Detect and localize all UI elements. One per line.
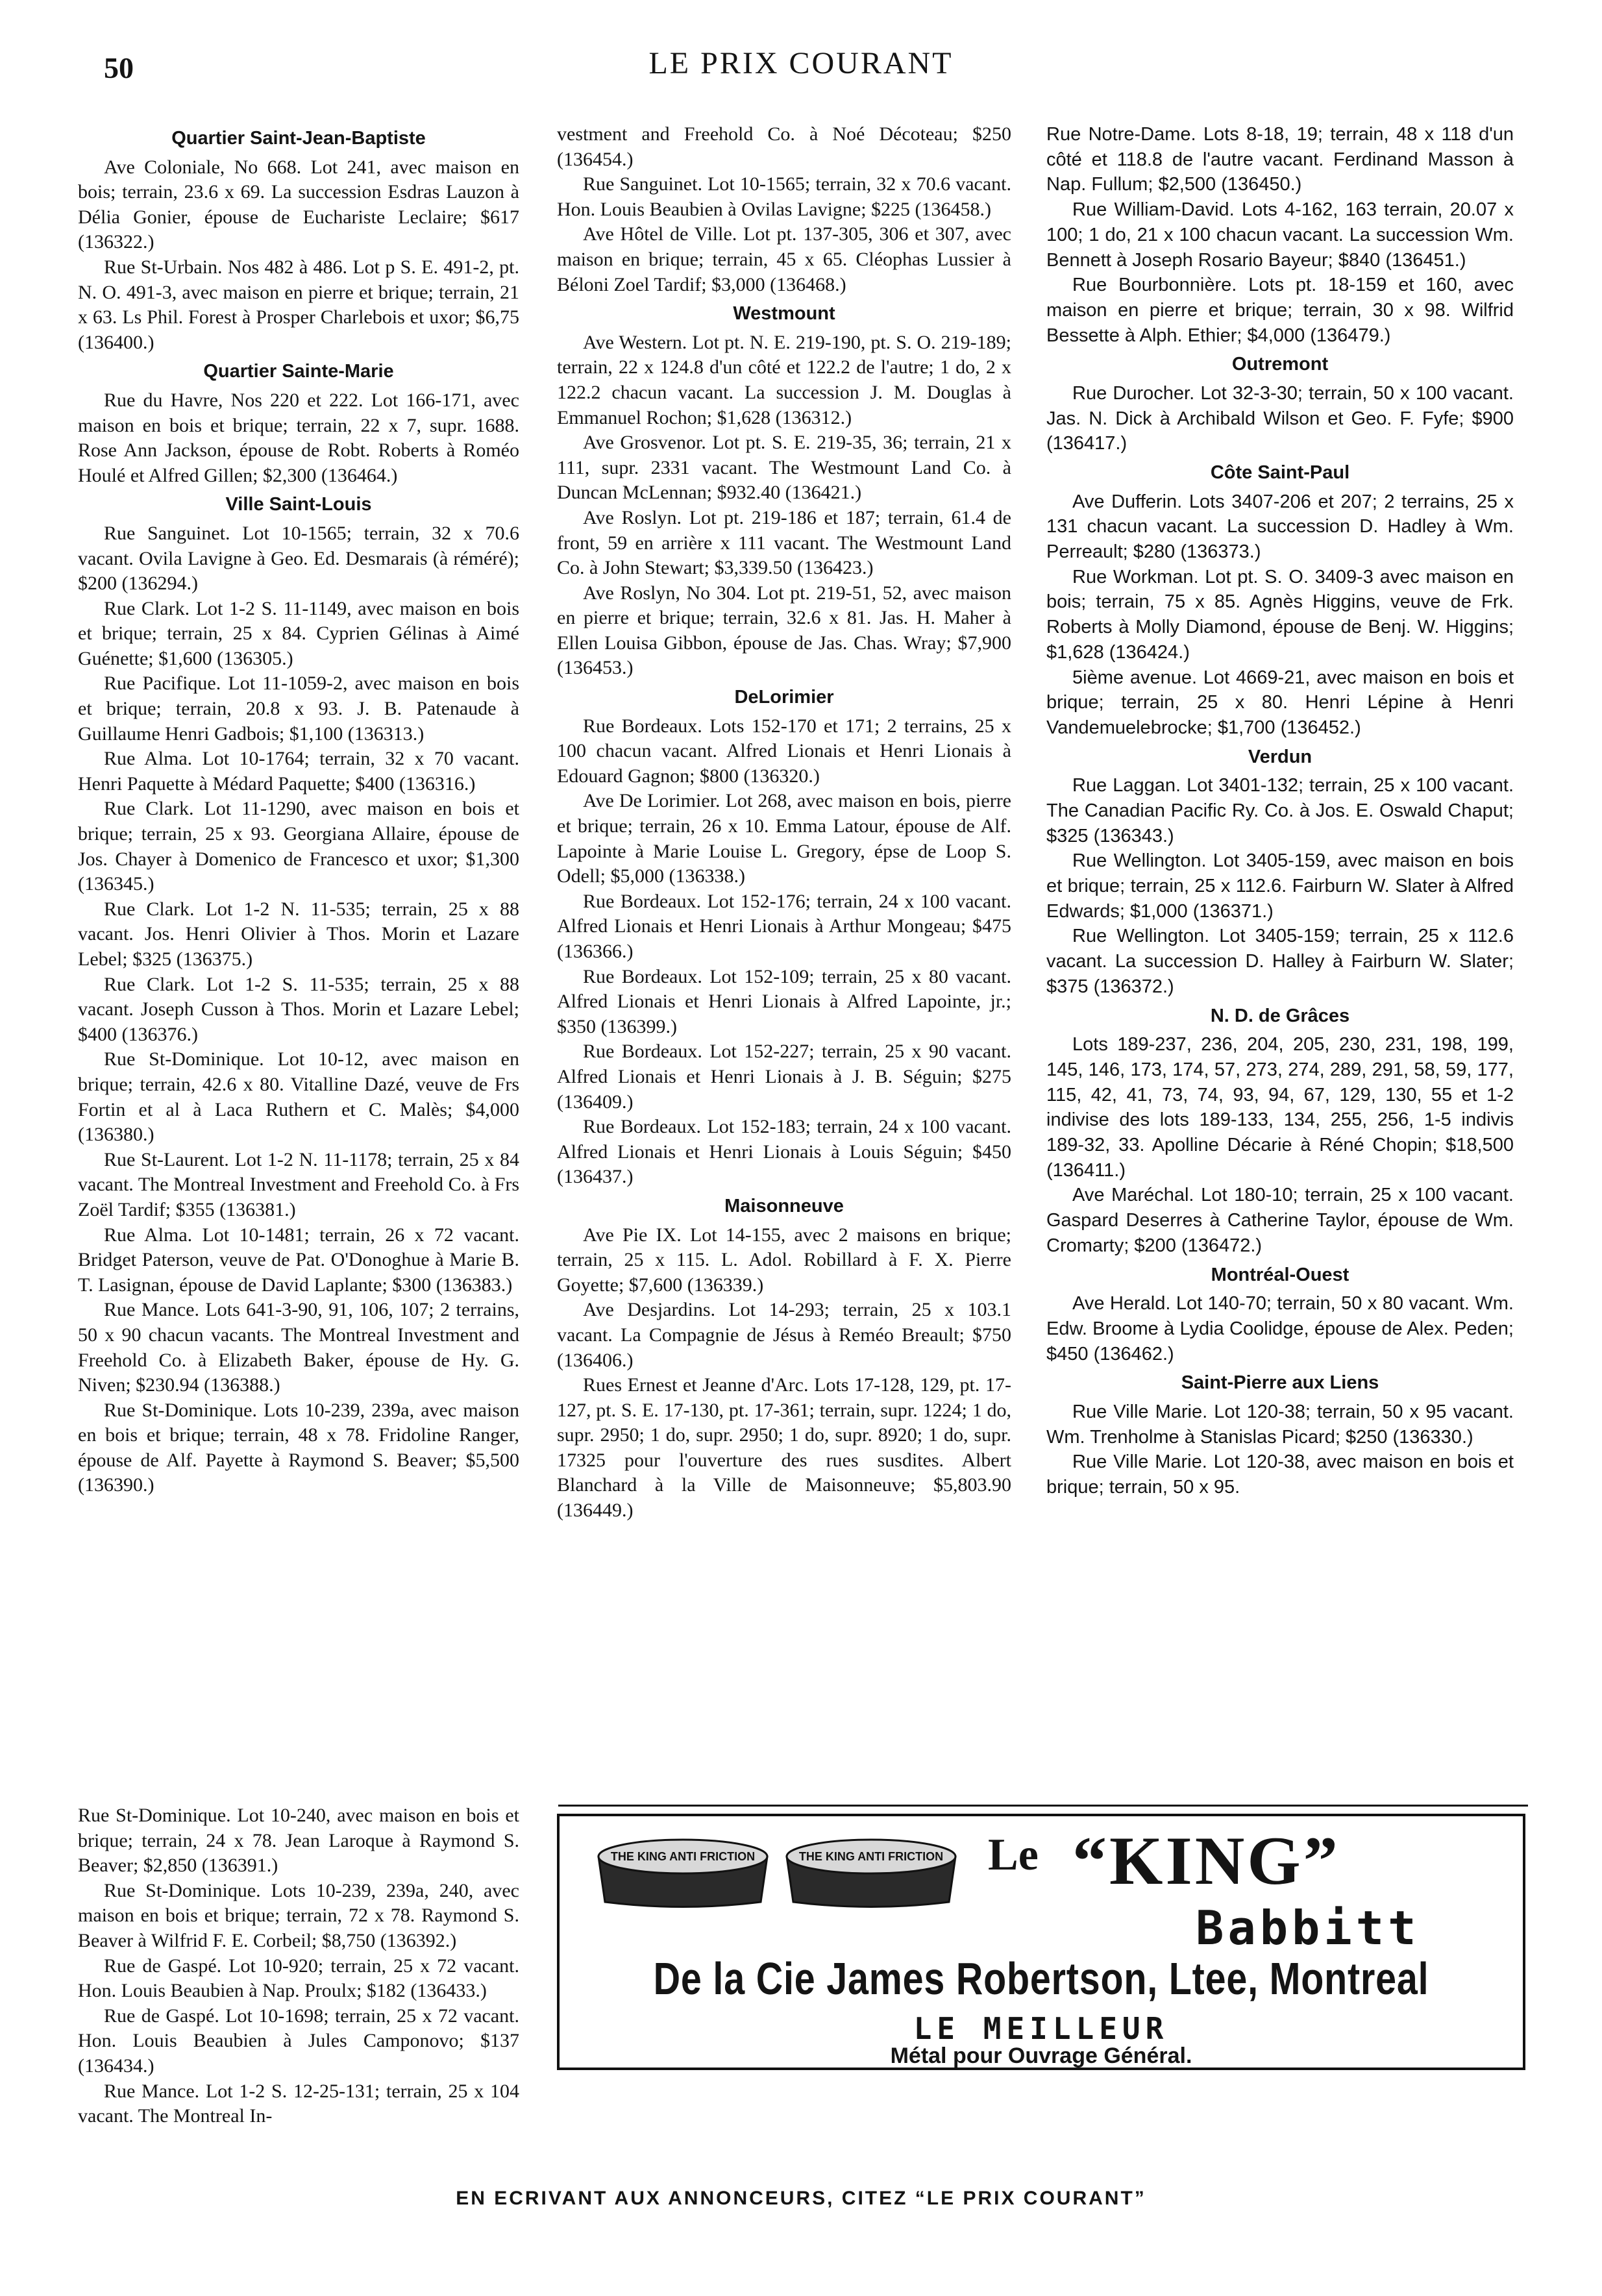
bar-label-2: THE KING ANTI FRICTION <box>798 1850 944 1863</box>
journal-title: LE PRIX COURANT <box>648 46 954 80</box>
transaction-entry: Rue Pacifique. Lot 11-1059-2, avec maison en bois et brique; terrain, 20.8 x 93. J. B. Patenaude à Guillaume Henri Gadbois; $1,100 (136313.) <box>78 673 519 745</box>
babbitt-bar-right <box>787 1840 955 1907</box>
footer-notice: EN ECRIVANT AUX ANNONCEURS, CITEZ “LE PRIX COURANT” <box>456 2188 1146 2209</box>
slogan: LE MEILLEUR <box>913 2011 1169 2046</box>
transaction-entry: Rue du Havre, Nos 220 et 222. Lot 166-171, avec maison en bois et brique; terrain, 22 x 7, supr. 1688. Rose Ann Jackson, épouse de Robt. Roberts à Roméo Houlé et Alfred Gillen; $2,300 (136464.) <box>78 389 519 486</box>
transaction-entry: Rue Sanguinet. Lot 10-1565; terrain, 32 x 70.6 vacant. Hon. Louis Beaubien à Ovilas Lavigne; $225 (136458.) <box>557 173 1011 220</box>
slogan-subtitle: Métal pour Ouvrage Général. <box>890 2043 1192 2068</box>
section-heading: DeLorimier <box>734 687 834 708</box>
transaction-entry: Rue St-Laurent. Lot 1-2 N. 11-1178; terrain, 25 x 84 vacant. The Montreal Investment and Freehold Co. à Frs Zoël Tardif; $355 (136381.) <box>78 1148 519 1220</box>
transaction-entry: Rue William-David. Lots 4-162, 163 terrain, 20.07 x 100; 1 do, 21 x 100 chacun vacant. La succession Wm. Bennett à Joseph Rosario Bayeur; $840 (136451.) <box>1046 199 1514 271</box>
brand-name: “KING” <box>1072 1823 1340 1899</box>
transaction-entry: Rue Notre-Dame. Lots 8-18, 19; terrain, 48 x 118 d'un côté et 118.8 de l'autre vacant. Ferdinand Masson à Nap. Fullum; $2,500 (136450.) <box>1046 124 1514 195</box>
transaction-entry: Rue de Gaspé. Lot 10-1698; terrain, 25 x 72 vacant. Hon. Louis Beaubien à Jules Camponovo; $137 (136434.) <box>78 2005 519 2077</box>
transaction-entry: Ave Grosvenor. Lot pt. S. E. 219-35, 36; terrain, 21 x 111, supr. 2331 vacant. The Westmount Land Co. à Duncan McLennan; $932.40 (136421.) <box>557 432 1011 504</box>
advertisement-rule <box>558 1805 1528 1807</box>
transaction-entry: Ave Maréchal. Lot 180-10; terrain, 25 x 100 vacant. Gaspard Deserres à Catherine Taylor, épouse de Wm. Cromarty; $200 (136472.) <box>1046 1185 1514 1256</box>
transaction-entry: Rue Clark. Lot 11-1290, avec maison en bois et brique; terrain, 25 x 93. Georgiana Allaire, épouse de Jos. Chayer à Domenico de Francesco et uxor; $1,300 (136345.) <box>78 798 519 895</box>
transaction-entry: Rue Bourbonnière. Lots pt. 18-159 et 160, avec maison en pierre et brique; terrain, 30 x 98. Wilfrid Bessette à Alph. Ethier; $4,000 (136479.) <box>1046 275 1514 346</box>
transaction-entry: Rue St-Urbain. Nos 482 à 486. Lot p S. E. 491-2, pt. N. O. 491-3, avec maison en pierre et brique; terrain, 21 x 63. Ls Phil. Forest à Prosper Charlebois et uxor; $6,75 (136400.) <box>78 256 519 353</box>
transaction-entry: Rue Bordeaux. Lot 152-227; terrain, 25 x 90 vacant. Alfred Lionais et Henri Lionais à J. B. Séguin; $275 (136409.) <box>557 1041 1011 1113</box>
transaction-entry: Rue Alma. Lot 10-1481; terrain, 26 x 72 vacant. Bridget Paterson, veuve de Pat. O'Donoghue à Marie B. T. Lasignan, épouse de David Laplante; $300 (136383.) <box>78 1224 519 1296</box>
section-heading: Maisonneuve <box>724 1195 844 1216</box>
transaction-entry: Ave Western. Lot pt. N. E. 219-190, pt. S. O. 219-189; terrain, 22 x 124.8 d'un côté et 122.2 de l'autre; 1 do, 2 x 122.2 chacun vacant. La succession J. M. Douglas à Emmanuel Rochon; $1,628 (136312.) <box>557 331 1011 428</box>
transaction-entry: Ave Dufferin. Lots 3407-206 et 207; 2 terrains, 25 x 131 chacun vacant. La succession D. Hadley à Wm. Perreault; $280 (136373.) <box>1046 491 1514 563</box>
transaction-entry: Rue Bordeaux. Lot 152-109; terrain, 25 x 80 vacant. Alfred Lionais et Henri Lionais à Alfred Lapointe, jr.; $350 (136399.) <box>557 965 1011 1037</box>
transaction-entry: Rue Clark. Lot 1-2 N. 11-535; terrain, 25 x 88 vacant. Jos. Henri Olivier à Thos. Morin et Lazare Lebel; $325 (136375.) <box>78 898 519 970</box>
transaction-entry: Rue St-Dominique. Lots 10-239, 239a, avec maison en bois et brique; terrain, 48 x 78. Fridoline Ranger, épouse de Alf. Payette à Raymond S. Beaver; $5,500 (136390.) <box>78 1399 519 1496</box>
column-2 <box>557 122 1011 1524</box>
section-heading: Quartier Saint-Jean-Baptiste <box>171 128 426 149</box>
transaction-entry: Rue Wellington. Lot 3405-159; terrain, 25 x 112.6 vacant. La succession D. Halley à Fairburn W. Slater; $375 (136372.) <box>1046 926 1514 997</box>
transaction-entry: Rue Alma. Lot 10-1764; terrain, 32 x 70 vacant. Henri Paquette à Médard Paquette; $400 (136316.) <box>78 748 519 795</box>
transaction-entry: Rue Laggan. Lot 3401-132; terrain, 25 x 100 vacant. The Canadian Pacific Ry. Co. à Jos. E. Oswald Chaput; $325 (136343.) <box>1046 775 1514 846</box>
column-1 <box>78 122 519 1498</box>
advertisement <box>557 1814 1525 2070</box>
transaction-entry: Rue Clark. Lot 1-2 S. 11-1149, avec maison en bois et brique; terrain, 25 x 84. Cyprien Gélinas à Aimé Guénette; $1,600 (136305.) <box>78 597 519 669</box>
section-heading: Verdun <box>1248 746 1312 767</box>
transaction-entry: Rue Wellington. Lot 3405-159, avec maison en bois et brique; terrain, 25 x 112.6. Fairburn W. Slater à Alfred Edwards; $1,000 (136371.) <box>1046 850 1514 922</box>
transaction-entry: Ave Coloniale, No 668. Lot 241, avec maison en bois; terrain, 23.6 x 69. La succession Esdras Lauzon à Délia Gonier, épouse de Eucharistе Leclaire; $617 (136322.) <box>78 156 519 253</box>
transaction-entry: Rue Workman. Lot pt. S. O. 3409-3 avec maison en bois; terrain, 75 x 85. Agnès Higgins, veuve de Frk. Roberts à Molly Diamond, épouse de Benj. W. Higgins; $1,628 (136424.) <box>1046 566 1514 663</box>
transaction-entry: Ave Pie IX. Lot 14-155, avec 2 maisons en brique; terrain, 25 x 115. L. Adol. Robillard à F. X. Pierre Goyette; $7,600 (136339.) <box>557 1224 1011 1296</box>
transaction-entry: Rue St-Dominique. Lot 10-240, avec maison en bois et brique; terrain, 24 x 78. Jean Laroque à Raymond S. Beaver; $2,850 (136391.) <box>78 1805 519 1877</box>
transaction-entry: 5ième avenue. Lot 4669-21, avec maison en bois et brique; terrain, 25 x 80. Henri Lépine à Henri Vandemuelebrocke; $1,700 (136452.) <box>1046 667 1514 738</box>
transaction-entry: Rue Ville Marie. Lot 120-38, avec maison en bois et brique; terrain, 50 x 95. <box>1046 1451 1514 1498</box>
transaction-entry: Ave De Lorimier. Lot 268, avec maison en bois, pierre et brique; terrain, 26 x 10. Emma Latour, épouse de Alf. Lapointe à Marie Louise L. Gregory, épse de Loop S. Odell; $5,000 (136338.) <box>557 790 1011 887</box>
transaction-entry: Rue Ville Marie. Lot 120-38; terrain, 50 x 95 vacant. Wm. Trenholme à Stanislas Picard; $250 (136330.) <box>1046 1401 1514 1448</box>
section-heading: Montréal-Ouest <box>1211 1264 1349 1285</box>
transaction-entry: Rues Ernest et Jeanne d'Arc. Lots 17-128, 129, pt. 17-127, pt. S. E. 17-130, pt. 17-361; terrain, supr. 1224; 1 do, supr. 2950; 1 do, supr. 2950; 1 do, supr. 8920; 1 do, supr. 17325 pour l'ouverture des rues susdites. Albert Blanchard à la Ville de Maisonneuve; $5,803.90 (136449.) <box>557 1374 1011 1522</box>
product-name: Babbitt <box>1196 1901 1420 1955</box>
transaction-entry: Lots 189-237, 236, 204, 205, 230, 231, 198, 199, 145, 146, 173, 174, 57, 273, 274, 289, 291, 58, 59, 177, 115, 42, 41, 73, 74, 93, 94, 67, 129, 130, 55 et 1-2 indivise des lots 189-133, 134, 255, 256, 1-5 indivis 189-32, 33. Apolline Décarie à Réné Chopin; $18,500 (136411.) <box>1046 1034 1514 1181</box>
page-number: 50 <box>104 51 134 84</box>
section-heading: N. D. de Grâces <box>1210 1005 1350 1026</box>
transaction-entry: Ave Hôtel de Ville. Lot pt. 137-305, 306 et 307, avec maison en brique; terrain, 45 x 65. Cléophas Lussier à Béloni Zoel Tardif; $3,000 (136468.) <box>557 223 1011 295</box>
transaction-entry: Rue de Gaspé. Lot 10-920; terrain, 25 x 72 vacant. Hon. Louis Beaubien à Nap. Proulx; $182 (136433.) <box>78 1955 519 2002</box>
transaction-entry: Rue Mance. Lots 641-3-90, 91, 106, 107; 2 terrains, 50 x 90 chacun vacants. The Montreal Investment and Freehold Co. à Elizabeth Baker, épouse de Hy. G. Niven; $230.94 (136388.) <box>78 1299 519 1396</box>
section-heading: Westmount <box>733 303 835 325</box>
babbitt-bar-illustration <box>585 1831 975 1915</box>
section-heading: Quartier Sainte-Marie <box>203 361 394 382</box>
transaction-entry: Ave Desjardins. Lot 14-293; terrain, 25 x 103.1 vacant. La Compagnie de Jésus à Reméo Breault; $750 (136406.) <box>557 1299 1011 1371</box>
column-1-continued <box>78 1803 519 2129</box>
bar-label-1: THE KING ANTI FRICTION <box>610 1850 756 1863</box>
brand-le: Le <box>988 1830 1039 1880</box>
transaction-entry: Ave Herald. Lot 140-70; terrain, 50 x 80 vacant. Wm. Edw. Broome à Lydia Coolidge, épouse de Alex. Peden; $450 (136462.) <box>1046 1293 1514 1364</box>
column-3 <box>1046 122 1514 1500</box>
maker-line: De la Cie James Robertson, Ltee, Montreal <box>653 1953 1429 2004</box>
section-heading: Outremont <box>1231 354 1329 375</box>
transaction-entry: Rue Bordeaux. Lots 152-170 et 171; 2 terrains, 25 x 100 chacun vacant. Alfred Lionais et Henri Lionais à Edouard Gagnon; $800 (136320.) <box>557 715 1011 787</box>
transaction-entry: Rue Mance. Lot 1-2 S. 12-25-131; terrain, 25 x 104 vacant. The Montreal In- <box>78 2080 519 2127</box>
transaction-entry: Rue St-Dominique. Lot 10-12, avec maison en brique; terrain, 42.6 x 80. Vitalline Dazé, veuve de Frs Fortin et al à Laca Ruthern et C. Malès; $4,000 (136380.) <box>78 1048 519 1146</box>
transaction-entry: Rue Bordeaux. Lot 152-176; terrain, 24 x 100 vacant. Alfred Lionais et Henri Lionais à Arthur Mongeau; $475 (136366.) <box>557 890 1011 962</box>
babbitt-bar-left <box>598 1840 767 1907</box>
transaction-entry: Rue Durocher. Lot 32-3-30; terrain, 50 x 100 vacant. Jas. N. Dick à Archibald Wilson et Geo. F. Fyfe; $900 (136417.) <box>1046 382 1514 454</box>
transaction-entry: Ave Roslyn. Lot pt. 219-186 et 187; terrain, 61.4 de front, 59 en arrière x 111 vacant. The Westmount Land Co. à John Stewart; $3,339.50 (136423.) <box>557 506 1011 579</box>
section-heading: Saint-Pierre aux Liens <box>1181 1372 1379 1394</box>
transaction-entry: Rue Clark. Lot 1-2 S. 11-535; terrain, 25 x 88 vacant. Joseph Cusson à Thos. Morin et Lazare Lebel; $400 (136376.) <box>78 973 519 1045</box>
transaction-entry: vestment and Freehold Co. à Noé Décoteau; $250 (136454.) <box>557 123 1011 170</box>
transaction-entry: Rue St-Dominique. Lots 10-239, 239a, 240, avec maison en bois et brique; terrain, 72 x 78. Raymond S. Beaver à Wilfrid F. E. Corbeil; $8,750 (136392.) <box>78 1879 519 1951</box>
transaction-entry: Ave Roslyn, No 304. Lot pt. 219-51, 52, avec maison en pierre et brique; terrain, 32.6 x 81. Jas. H. Maher à Ellen Louisa Gibbon, épouse de Jas. Chas. Wray; $7,900 (136453.) <box>557 582 1011 679</box>
transaction-entry: Rue Bordeaux. Lot 152-183; terrain, 24 x 100 vacant. Alfred Lionais et Henri Lionais à Louis Séguin; $450 (136437.) <box>557 1116 1011 1188</box>
section-heading: Côte Saint-Paul <box>1210 462 1350 484</box>
transaction-entry: Rue Sanguinet. Lot 10-1565; terrain, 32 x 70.6 vacant. Ovila Lavigne à Geo. Ed. Desmarais (à réméré); $200 (136294.) <box>78 522 519 595</box>
section-heading: Ville Saint-Louis <box>225 494 372 515</box>
